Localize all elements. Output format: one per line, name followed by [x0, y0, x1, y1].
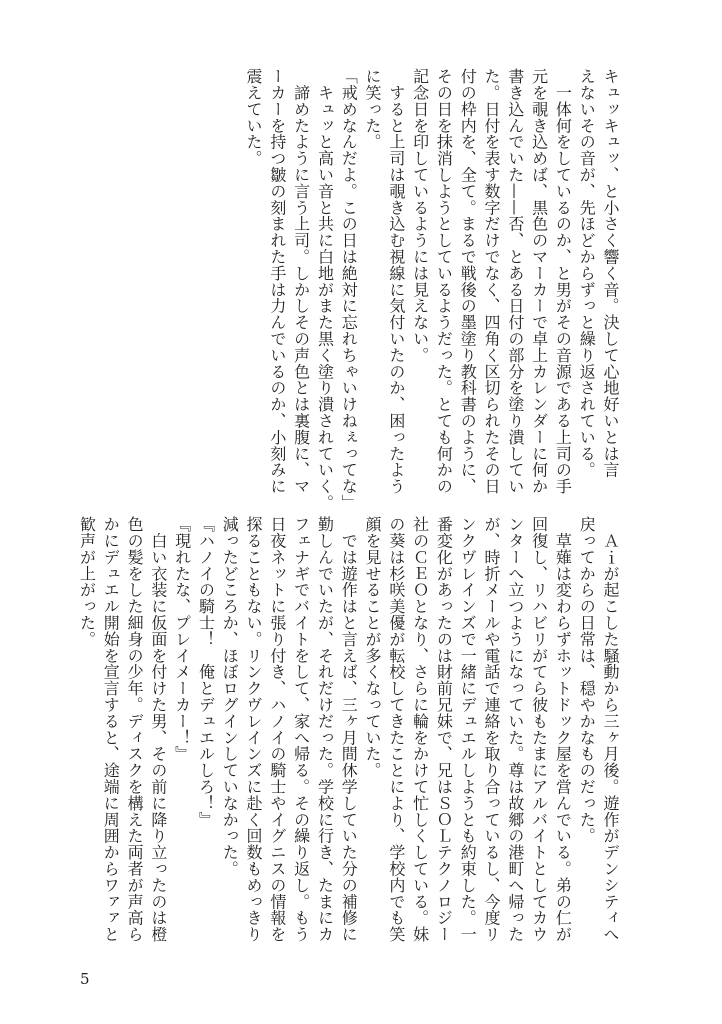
text-column: 勤しんでいたが、それだけだった。学校に行き、たまにカ: [315, 516, 335, 943]
text-column: 諦めたように言う上司。しかしその声色とは裏腹に、マ: [291, 68, 311, 495]
text-column: 震えていた。: [244, 68, 264, 167]
text-column: 番変化があったのは財前兄妹で、兄はＳＯＬテクノロジー: [434, 516, 454, 943]
text-column: ーカーを持つ皺の刻まれた手は力んでいるのか、小刻みに: [267, 68, 287, 495]
text-column: 顔を見せることが多くなっていた。: [363, 516, 383, 779]
text-column: た。日付を表す数字だけでなく、四角く区切られたその日: [482, 68, 502, 495]
text-column: 白い衣装に仮面を付けた男、その前に降り立ったのは橙: [148, 516, 168, 943]
text-column: に笑った。: [363, 68, 383, 150]
page-number: 5: [80, 970, 90, 988]
text-column: 探ることもない。リンクヴレインズに赴く回数もめっきり: [244, 516, 264, 943]
text-column: 付の枠内を、全て。まるで戦後の墨塗り教科書のように、: [458, 68, 478, 495]
text-column: 戻ってからの日常は、穏やかなものだった。: [577, 516, 597, 844]
text-column: 社のＣＥＯとなり、さらに輪をかけて忙しくしている。妹: [410, 516, 430, 943]
text-column: 一体何をしているのか、と男がその音源である上司の手: [553, 68, 573, 495]
text-column: 日夜ネットに張り付き、ハノイの騎士やイグニスの情報を: [267, 516, 287, 943]
text-column: 記念日を印しているようには見えない。: [410, 68, 430, 364]
text-column: 色の髪をした細身の少年。ディスクを構えた両者が声高ら: [125, 516, 145, 943]
top-text-block: [241, 68, 622, 511]
text-column: 回復し、リハビリがてら彼もたまにアルバイトとしてカウ: [529, 516, 549, 943]
text-column: かにデュエル開始を宣言すると、途端に周囲からワァァと: [101, 516, 121, 943]
text-column: フェナギでバイトをして、家へ帰る。その繰り返し。もう: [291, 516, 311, 943]
text-column: 書き込んでいた——否、とある日付の部分を塗り潰してい: [505, 68, 525, 495]
text-column: 減ったどころか、ほぼログインしていなかった。: [220, 516, 240, 877]
text-column: 元を覗き込めば、黒色のマーカーで卓上カレンダーに何か: [529, 68, 549, 495]
text-column: 歓声が上がった。: [77, 516, 97, 648]
text-column: 『現れたな、プレイメーカー！』: [172, 516, 192, 762]
text-column: が、時折メールや電話で連絡を取り合っているし、今度リ: [482, 516, 502, 943]
text-column: 『ハノイの騎士！ 俺とデュエルしろ！』: [196, 516, 216, 828]
text-column: では遊作はと言えば、三ヶ月間休学していた分の補修に: [339, 516, 359, 943]
text-column: すると上司は覗き込む視線に気付いたのか、困ったよう: [386, 68, 406, 495]
text-column: Ａｉが起こした騒動から三ヶ月後。遊作がデンシティへ: [601, 516, 620, 943]
text-column: ンクヴレインズで一緒にデュエルしようとも約束した。一: [458, 516, 478, 943]
text-column: の葵は杉咲美優が転校してきたことにより、学校内でも笑: [386, 516, 406, 943]
text-column: キュッキュッ、と小さく響く音。決して心地好いとは言: [601, 68, 620, 478]
text-column: キュッと高い音と共に白地がまた黒く塗り潰されていく。: [315, 68, 335, 511]
text-column: ンターへ立つようになっていた。尊は故郷の港町へ帰った: [505, 516, 525, 943]
text-column: えないその音が、先ほどからずっと繰り返されている。: [577, 68, 597, 478]
text-column: その日を抹消しようとしているようだった。とても何かの: [434, 68, 454, 495]
text-column: 「戒めなんだよ。この日は絶対に忘れちゃいけねぇってな」: [339, 68, 359, 511]
bottom-text-block: [75, 516, 622, 946]
text-column: 草薙は変わらずホットドック屋を営んでいる。弟の仁が: [553, 516, 573, 943]
